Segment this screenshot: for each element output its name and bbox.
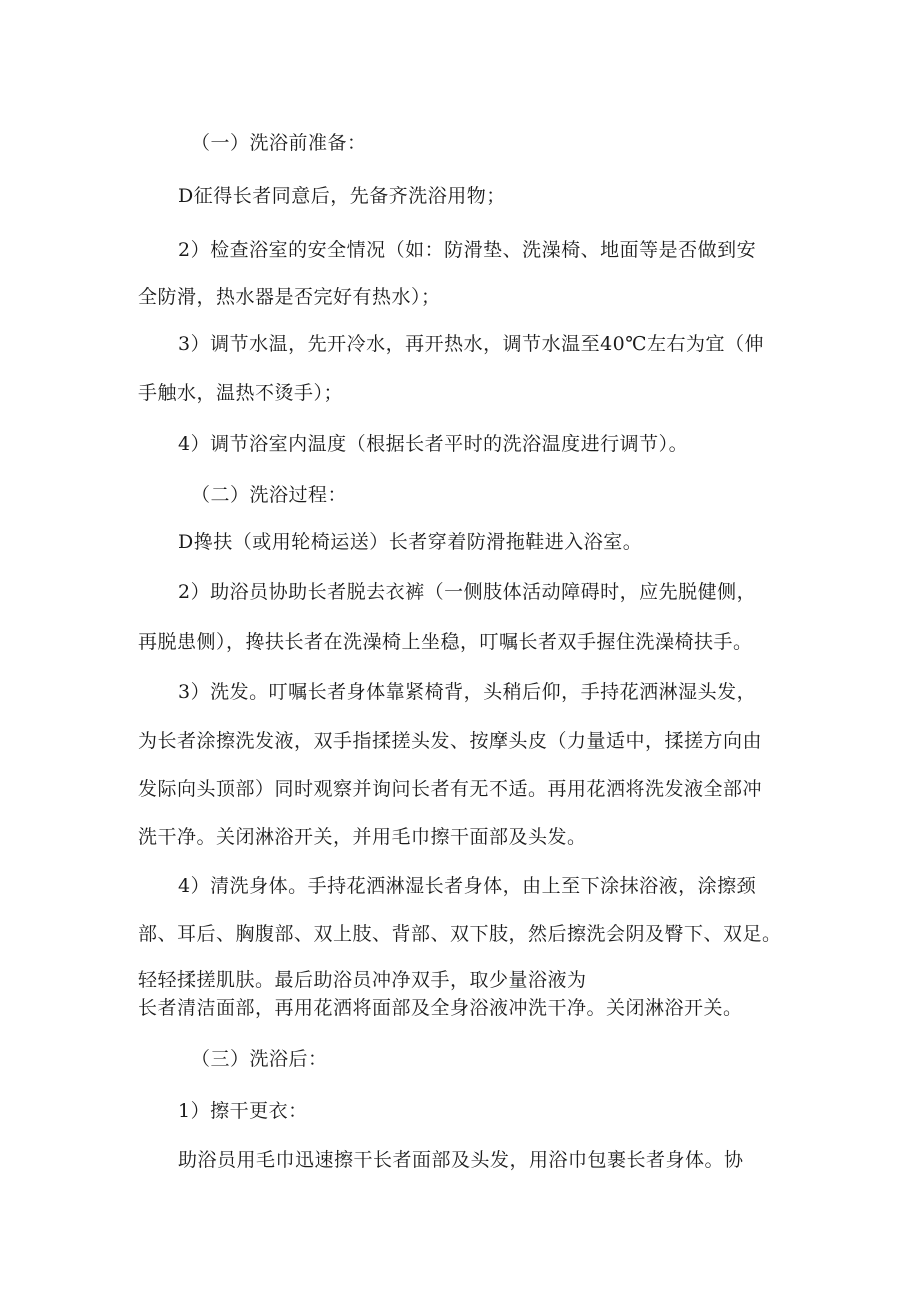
paragraph-line: 1）擦干更衣：: [178, 1100, 308, 1122]
paragraph-line: 手触水，温热不烫手）；: [138, 382, 344, 404]
paragraph-line: 为长者涂擦洗发液，双手指揉搓头发、按摩头皮（力量适中，揉搓方向由: [138, 730, 763, 752]
paragraph-line: 部、耳后、胸腹部、双上肢、背部、双下肢，然后擦洗会阴及臀下、双足。: [138, 923, 782, 945]
section-heading-bath-process: （二）洗浴过程：: [191, 484, 348, 506]
paragraph-line: 2）助浴员协助长者脱去衣裤（一侧肢体活动障碍时，应先脱健侧，: [178, 581, 757, 603]
paragraph-line: 发际向头顶部）同时观察并询问长者有无不适。再用花洒将洗发液全部冲: [138, 778, 763, 800]
paragraph-line: 再脱患侧），搀扶长者在洗澡椅上坐稳，叮嘱长者双手握住洗澡椅扶手。: [138, 631, 753, 653]
paragraph-line: D搀扶（或用轮椅运送）长者穿着防滑拖鞋进入浴室。: [178, 531, 643, 553]
paragraph-line: 2）检查浴室的安全情况（如：防滑垫、洗澡椅、地面等是否做到安: [178, 239, 757, 261]
paragraph-line: 助浴员用毛巾迅速擦干长者面部及头发，用浴巾包裹长者身体。协: [178, 1149, 744, 1171]
paragraph-line: 洗干净。关闭淋浴开关，并用毛巾擦干面部及头发。: [138, 826, 587, 848]
paragraph-line: 4）调节浴室内温度（根据长者平时的洗浴温度进行调节）。: [178, 433, 689, 455]
section-heading-after-bath: （三）洗浴后：: [191, 1048, 328, 1070]
paragraph-line: 3）调节水温，先开冷水，再开热水，调节水温至40℃左右为宜（伸: [178, 333, 765, 355]
paragraph-line: 轻轻揉搓肌肤。最后助浴员冲净双手，取少量浴液为: [138, 969, 587, 991]
paragraph-line: 4）清洗身体。手持花洒淋湿长者身体，由上至下涂抹浴液，涂擦颈: [178, 875, 757, 897]
paragraph-line: 全防滑，热水器是否完好有热水）；: [138, 286, 441, 308]
paragraph-line: D征得长者同意后，先备齐洗浴用物；: [178, 185, 506, 207]
paragraph-line: 3）洗发。叮嘱长者身体靠紧椅背，头稍后仰，手持花洒淋湿头发，: [178, 681, 757, 703]
paragraph-line: 长者清洁面部，再用花洒将面部及全身浴液冲洗干净。关闭淋浴开关。: [138, 997, 743, 1019]
section-heading-before-bath: （一）洗浴前准备：: [191, 132, 367, 154]
